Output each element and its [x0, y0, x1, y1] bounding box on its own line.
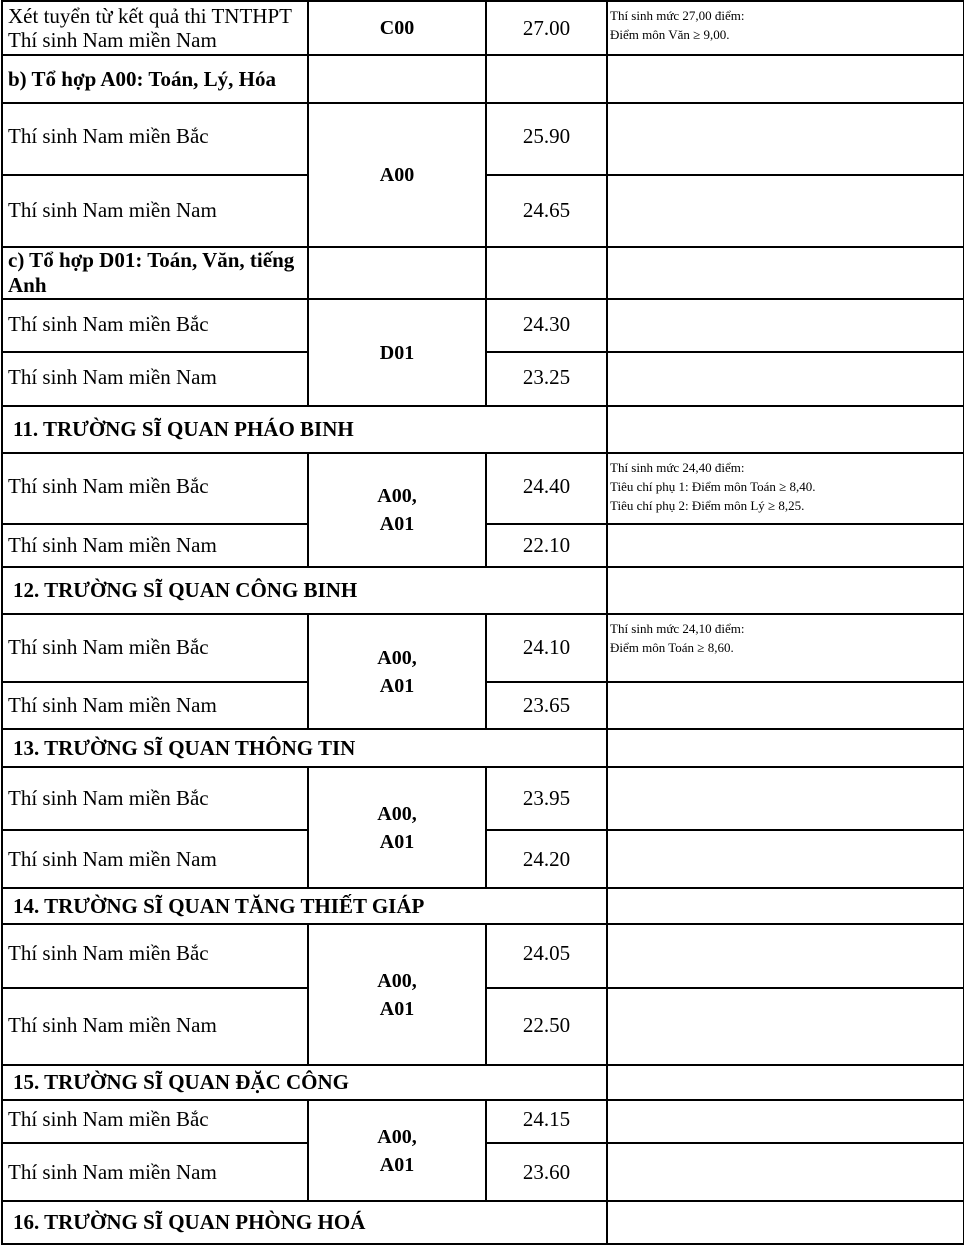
empty-cell — [607, 406, 964, 453]
empty-cell — [607, 888, 964, 924]
subject-combo-code — [308, 453, 486, 567]
score-cell: 23.65 — [486, 682, 607, 729]
code-line: A01 — [379, 997, 415, 1020]
empty-cell — [607, 767, 964, 830]
table-row — [2, 924, 964, 988]
score-cell: 24.30 — [486, 299, 607, 352]
row-label: Thí sinh Nam miền Nam — [2, 524, 308, 567]
subgroup-heading-row — [2, 55, 964, 103]
table-row — [2, 1, 964, 55]
note-line: Thí sinh mức 24,10 điểm: — [610, 621, 745, 636]
code-line: A00, — [377, 646, 417, 669]
school-heading-row — [2, 406, 964, 453]
table-row — [2, 767, 964, 830]
table-row — [2, 103, 964, 175]
code-line: A00, — [377, 802, 417, 825]
note-line: Thí sinh mức 24,40 điểm: — [610, 460, 745, 475]
row-label: Thí sinh Nam miền Bắc — [2, 1100, 308, 1143]
empty-cell — [486, 55, 607, 103]
empty-cell — [607, 1100, 964, 1143]
code-line: A01 — [379, 1153, 415, 1176]
school-heading: 12. TRƯỜNG SĨ QUAN CÔNG BINH — [2, 567, 607, 614]
school-heading-row — [2, 567, 964, 614]
score-cell: 24.15 — [486, 1100, 607, 1143]
empty-cell — [607, 55, 964, 103]
code-line: A00, — [377, 1125, 417, 1148]
empty-cell — [607, 1201, 964, 1244]
school-heading: 16. TRƯỜNG SĨ QUAN PHÒNG HOÁ — [2, 1201, 607, 1244]
school-heading: 13. TRƯỜNG SĨ QUAN THÔNG TIN — [2, 729, 607, 767]
empty-cell — [607, 1065, 964, 1100]
note-line: Tiêu chí phụ 2: Điểm môn Lý ≥ 8,25. — [610, 498, 805, 513]
subject-combo-code: A00 — [308, 103, 486, 247]
empty-cell — [607, 524, 964, 567]
empty-cell — [607, 299, 964, 352]
empty-cell — [607, 567, 964, 614]
school-heading: 15. TRƯỜNG SĨ QUAN ĐẶC CÔNG — [2, 1065, 607, 1100]
code-line: A00, — [377, 969, 417, 992]
row-label: Thí sinh Nam miền Nam — [2, 352, 308, 406]
note-line: Điểm môn Văn ≥ 9,00. — [610, 27, 730, 42]
empty-cell — [607, 682, 964, 729]
row-label — [2, 1, 308, 55]
table-row — [2, 614, 964, 682]
school-heading-row — [2, 729, 964, 767]
score-cell: 25.90 — [486, 103, 607, 175]
row-label: Thí sinh Nam miền Bắc — [2, 767, 308, 830]
subgroup-heading: b) Tổ hợp A00: Toán, Lý, Hóa — [2, 55, 308, 103]
score-cell: 24.65 — [486, 175, 607, 247]
score-cell: 24.05 — [486, 924, 607, 988]
empty-cell — [607, 247, 964, 299]
score-cell: 24.10 — [486, 614, 607, 682]
empty-cell — [607, 175, 964, 247]
school-heading: 11. TRƯỜNG SĨ QUAN PHÁO BINH — [2, 406, 607, 453]
code-line: A00, — [377, 485, 417, 507]
score-cell: 24.20 — [486, 830, 607, 888]
empty-cell — [607, 924, 964, 988]
tiebreak-note — [607, 614, 964, 682]
empty-cell — [607, 1143, 964, 1201]
subject-combo-code: C00 — [308, 1, 486, 55]
row-label: Thí sinh Nam miền Nam — [2, 682, 308, 729]
empty-cell — [607, 830, 964, 888]
empty-cell — [486, 247, 607, 299]
subject-combo-code — [308, 767, 486, 888]
note-line: Điểm môn Toán ≥ 8,60. — [610, 640, 734, 655]
score-cell: 22.50 — [486, 988, 607, 1065]
row-label: Thí sinh Nam miền Bắc — [2, 453, 308, 524]
table-row — [2, 299, 964, 352]
row-label: Thí sinh Nam miền Nam — [2, 830, 308, 888]
school-heading-row — [2, 1065, 964, 1100]
subgroup-heading-row — [2, 247, 964, 299]
table-row — [2, 453, 964, 524]
empty-cell — [607, 729, 964, 767]
table-row — [2, 1100, 964, 1143]
empty-cell — [607, 352, 964, 406]
row-label: Thí sinh Nam miền Nam — [2, 175, 308, 247]
subject-combo-code — [308, 1100, 486, 1201]
row-label-line: Xét tuyển từ kết quả thi TNTHPT — [8, 4, 292, 28]
tiebreak-note — [607, 453, 964, 524]
subject-combo-code: D01 — [308, 299, 486, 406]
score-cell: 23.25 — [486, 352, 607, 406]
row-label: Thí sinh Nam miền Bắc — [2, 924, 308, 988]
score-cell: 24.40 — [486, 453, 607, 524]
subgroup-heading: c) Tổ hợp D01: Toán, Văn, tiếng Anh — [2, 247, 308, 299]
code-line: A01 — [379, 674, 415, 697]
row-label-line: Thí sinh Nam miền Nam — [8, 28, 217, 52]
school-heading: 14. TRƯỜNG SĨ QUAN TĂNG THIẾT GIÁP — [2, 888, 607, 924]
school-heading-row — [2, 888, 964, 924]
score-cell: 23.60 — [486, 1143, 607, 1201]
code-line: A01 — [379, 830, 415, 853]
row-label: Thí sinh Nam miền Bắc — [2, 103, 308, 175]
note-line: Thí sinh mức 27,00 điểm: — [610, 8, 745, 23]
row-label: Thí sinh Nam miền Bắc — [2, 299, 308, 352]
row-label: Thí sinh Nam miền Bắc — [2, 614, 308, 682]
note-line: Tiêu chí phụ 1: Điểm môn Toán ≥ 8,40. — [610, 479, 816, 494]
subject-combo-code — [308, 924, 486, 1065]
score-cell: 23.95 — [486, 767, 607, 830]
empty-cell — [308, 55, 486, 103]
tiebreak-note — [607, 1, 964, 55]
score-cell: 22.10 — [486, 524, 607, 567]
row-label: Thí sinh Nam miền Nam — [2, 988, 308, 1065]
empty-cell — [607, 988, 964, 1065]
admission-scores-table — [1, 0, 964, 1245]
row-label: Thí sinh Nam miền Nam — [2, 1143, 308, 1201]
score-cell: 27.00 — [486, 1, 607, 55]
school-heading-row — [2, 1201, 964, 1244]
subject-combo-code — [308, 614, 486, 729]
code-line: A01 — [379, 513, 415, 535]
empty-cell — [308, 247, 486, 299]
empty-cell — [607, 103, 964, 175]
